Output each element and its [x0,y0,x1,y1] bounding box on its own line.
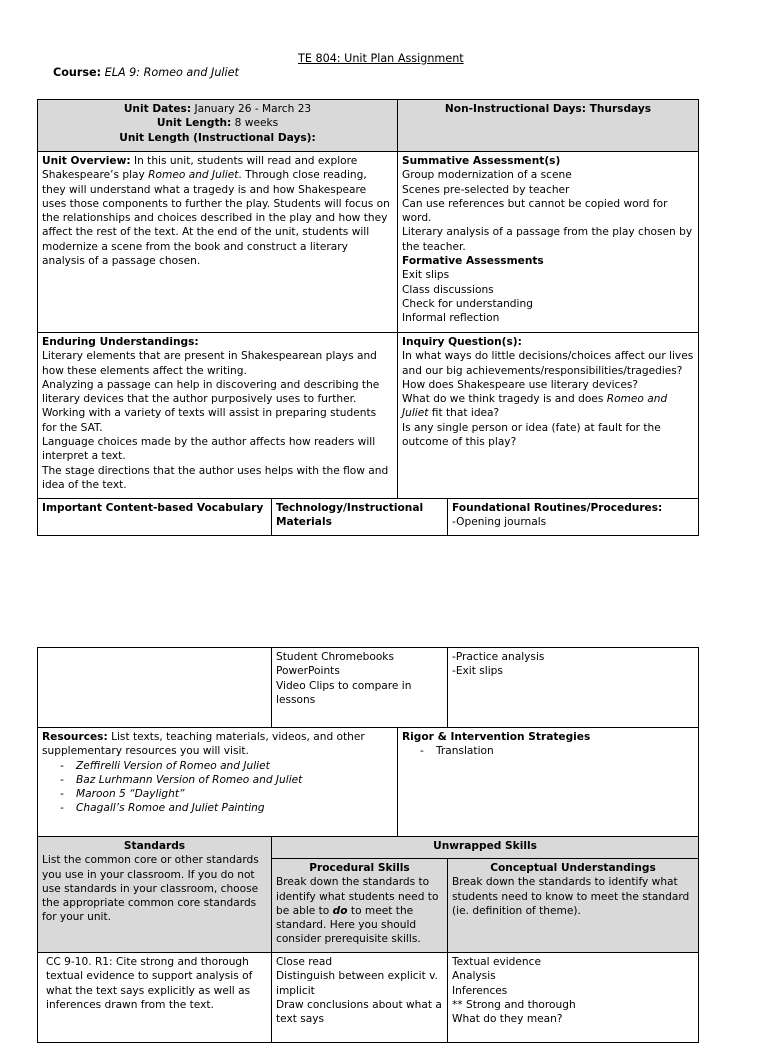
enduring-item: Analyzing a passage can help in discovering and describing the literary devices that the author purposively uses to further. [42,378,380,406]
inquiry-text: fit that idea? [431,407,500,420]
resources-list [42,759,393,816]
summative-label: Summative Assessment(s) [402,155,561,167]
enduring-item: Working with a variety of texts will assist in preparing students for the SAT. [42,407,377,434]
procedural-label: Procedural Skills [309,862,410,874]
standards-text: List the common core or other standards you use in your classroom. If you do not use standards in your classroom, choose the appropriate common core standards for your unit. [42,854,259,924]
technology-header: Technology/Instructional Materials [272,499,448,536]
inquiry-item: How does Shakespeare use literary devices? [402,378,639,391]
conceptual-text: Break down the standards to identify what students need to know to meet the standard (ie. definition of theme). [452,876,690,917]
resource-item: - Baz Lurhmann Version of Romeo and Juliet [60,773,393,787]
summative-item: Group modernization of a scene [402,169,572,182]
resources-text: List texts, teaching materials, videos, and other supplementary resources you will visit. [42,731,365,758]
rigor-label: Rigor & Intervention Strategies [402,731,591,743]
routines-item: -Practice analysis [452,651,545,663]
vocabulary-header: Important Content-based Vocabulary [38,499,272,536]
rigor-cell [398,728,699,837]
technology-item: Video Clips to compare in lessons [276,679,412,706]
course-value: ELA 9: Romeo and Juliet [104,66,239,79]
rigor-item: - Translation [420,744,694,758]
enduring-item: Language choices made by the author affects how readers will interpret a text. [42,436,376,463]
unit-overview-play-title: Romeo and Juliet [148,169,239,182]
conceptual-items-cell [448,953,699,1043]
procedural-item: Draw conclusions about what a text says [276,998,442,1026]
rigor-list [402,744,694,758]
resources-cell [38,728,398,837]
unit-length-label: Unit Length: [156,117,232,130]
conceptual-item: Textual evidence [452,956,541,968]
course-line [53,66,239,80]
summative-item: Literary analysis of a passage from the play chosen by the teacher. [402,226,693,253]
formative-item: Informal reflection [402,312,500,325]
procedural-items-cell [272,953,448,1043]
unit-dates-cell [38,100,398,152]
technology-cell [272,648,448,728]
unit-overview-text-1: In this unit, students will read and explore Shakespeare’s play [42,155,358,182]
technology-item: Student Chromebooks [276,651,394,663]
inquiry-item: Is any single person or idea (fate) at fault for the outcome of this play? [402,421,661,449]
routines-header: Foundational Routines/Procedures: [452,502,663,514]
inquiry-play-title: Romeo and Juliet [402,393,668,420]
procedural-text: Break down the standards to identify what students need to be able to [276,876,439,917]
procedural-item: Distinguish between explicit v. implicit [276,970,438,997]
summative-item: Scenes pre-selected by teacher [402,183,570,196]
document-title: TE 804: Unit Plan Assignment [298,52,464,65]
unit-plan-table-bottom [37,647,699,1043]
unit-overview-cell [38,152,398,333]
inquiry-text: What do we think tragedy is and does [402,393,604,406]
unit-length-instructional-label: Unit Length (Instructional Days): [119,131,316,144]
resource-item: - Maroon 5 “Daylight” [60,787,393,801]
unit-overview-text-2: . Through close reading, they will understand what a tragedy is and how Shakespeare uses those components to further the play. Students will focus on the relationships and choices described in the play and how they affect the rest of the text. At the end of the unit, students will modernize a scene from the book and construct a literary analysis of a passage chosen. [42,169,390,268]
conceptual-understandings-cell [448,859,699,953]
standard-cc-cell [38,953,272,1043]
unit-overview-label: Unit Overview: [42,155,131,167]
routines-item: -Exit slips [452,665,503,678]
unit-dates-value: January 26 - March 23 [194,103,312,115]
standards-label: Standards [123,840,186,852]
unwrapped-skills-header: Unwrapped Skills [272,837,699,859]
conceptual-item: Analysis [452,970,496,983]
unit-dates-label: Unit Dates: [123,103,192,115]
conceptual-item: Inferences [452,984,508,997]
unit-plan-table-top [37,99,699,536]
conceptual-item: What do they mean? [452,1013,563,1026]
vocabulary-cell [38,648,272,728]
inquiry-item: In what ways do little decisions/choices affect our lives and our big achievements/responsibilities/tragedies? [402,350,694,377]
non-instructional-days: Non-Instructional Days: Thursdays [398,100,699,152]
resource-item: - Chagall’s Romoe and Juliet Painting [60,801,393,815]
enduring-item: The stage directions that the author uses helps with the flow and idea of the text. [42,464,389,491]
conceptual-item: ** Strong and thorough [452,998,576,1011]
enduring-understandings-cell [38,333,398,499]
standards-header-cell [38,837,272,953]
routines-cell [448,499,699,536]
inquiry-questions-cell [398,333,699,499]
procedural-text: to meet the standard. Here you should consider prerequisite skills. [276,904,421,946]
summative-item: Can use references but cannot be copied word for word. [402,197,668,225]
inquiry-label: Inquiry Question(s): [402,336,522,348]
formative-item: Class discussions [402,283,494,296]
enduring-item: Literary elements that are present in Shakespearean plays and how these elements affect the writing. [42,350,377,377]
formative-item: Exit slips [402,269,450,282]
formative-label: Formative Assessments [402,255,544,268]
resources-label: Resources: [42,731,108,743]
resource-item: - Zeffirelli Version of Romeo and Juliet [60,759,393,773]
unit-length-value: 8 weeks [234,117,279,130]
inquiry-item [402,392,694,421]
procedural-item: Close read [276,956,333,968]
technology-item: PowerPoints [276,665,340,678]
enduring-label: Enduring Understandings: [42,336,199,348]
assessments-cell [398,152,699,333]
conceptual-label: Conceptual Understandings [490,862,656,874]
routines-item: -Opening journals [452,516,547,529]
procedural-emphasis: do [332,904,348,917]
formative-item: Check for understanding [402,297,533,310]
standard-cc-text: CC 9-10. R1: Cite strong and thorough textual evidence to support analysis of what the text says explicitly as well as inferences drawn from the text. [46,956,253,1011]
procedural-skills-cell [272,859,448,953]
course-label: Course: [53,66,102,79]
routines-continued-cell [448,648,699,728]
